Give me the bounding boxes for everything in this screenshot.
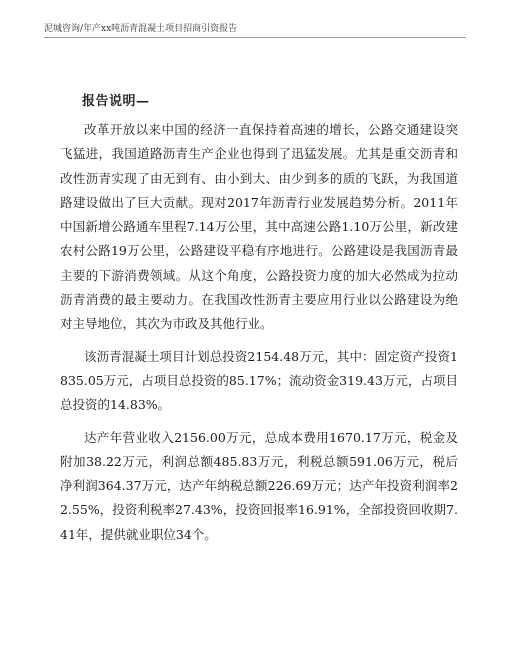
paragraph-industry-background: 改革开放以来中国的经济一直保持着高速的增长，公路交通建设突飞猛进，我国道路沥青生产企业也得到了迅猛发展。尤其是重交沥青和改性沥青实现了由无到有、由小到大、由少到多的质的飞跃，为我国道路建设做出了巨大贡献。现对2017年沥青行业发展趋势分析。2011年中国新增公路通车里程7.14万公里，其中高速公路1.10万公里，新改建农村公路19万公里，公路建设平稳有序地进行。公路建设是我国沥青最主要的下游消费领域。从这个角度，公路投资力度的加大必然成为拉动沥青消费的最主要动力。在我国改性沥青主要应用行业以公路建设为绝对主导地位，其次为市政及其他行业。 (60, 122, 458, 332)
report-body (60, 118, 458, 555)
paragraph-investment: 该沥青混凝土项目计划总投资2154.48万元，其中：固定资产投资1835.05万元，占项目总投资的85.17%；流动资金319.43万元，占项目总投资的14.83%。 (60, 348, 458, 413)
header-divider (44, 37, 466, 38)
section-heading: 报告说明— (82, 94, 150, 109)
paragraph-financial-indicators: 达产年营业收入2156.00万元，总成本费用1670.17万元，税金及附加38.22万元，利润总额485.83万元，利税总额591.06万元，税后净利润364.37万元，达产年纳税总额226.69万元；达产年投资利润率22.55%，投资利税率27.43%，投资回报率16.91%，全部投资回收期7.41年，提供就业职位34个。 (60, 429, 458, 542)
running-header: 泥城咨询/年产xx吨沥青混凝土项目招商引资报告 (44, 24, 238, 34)
